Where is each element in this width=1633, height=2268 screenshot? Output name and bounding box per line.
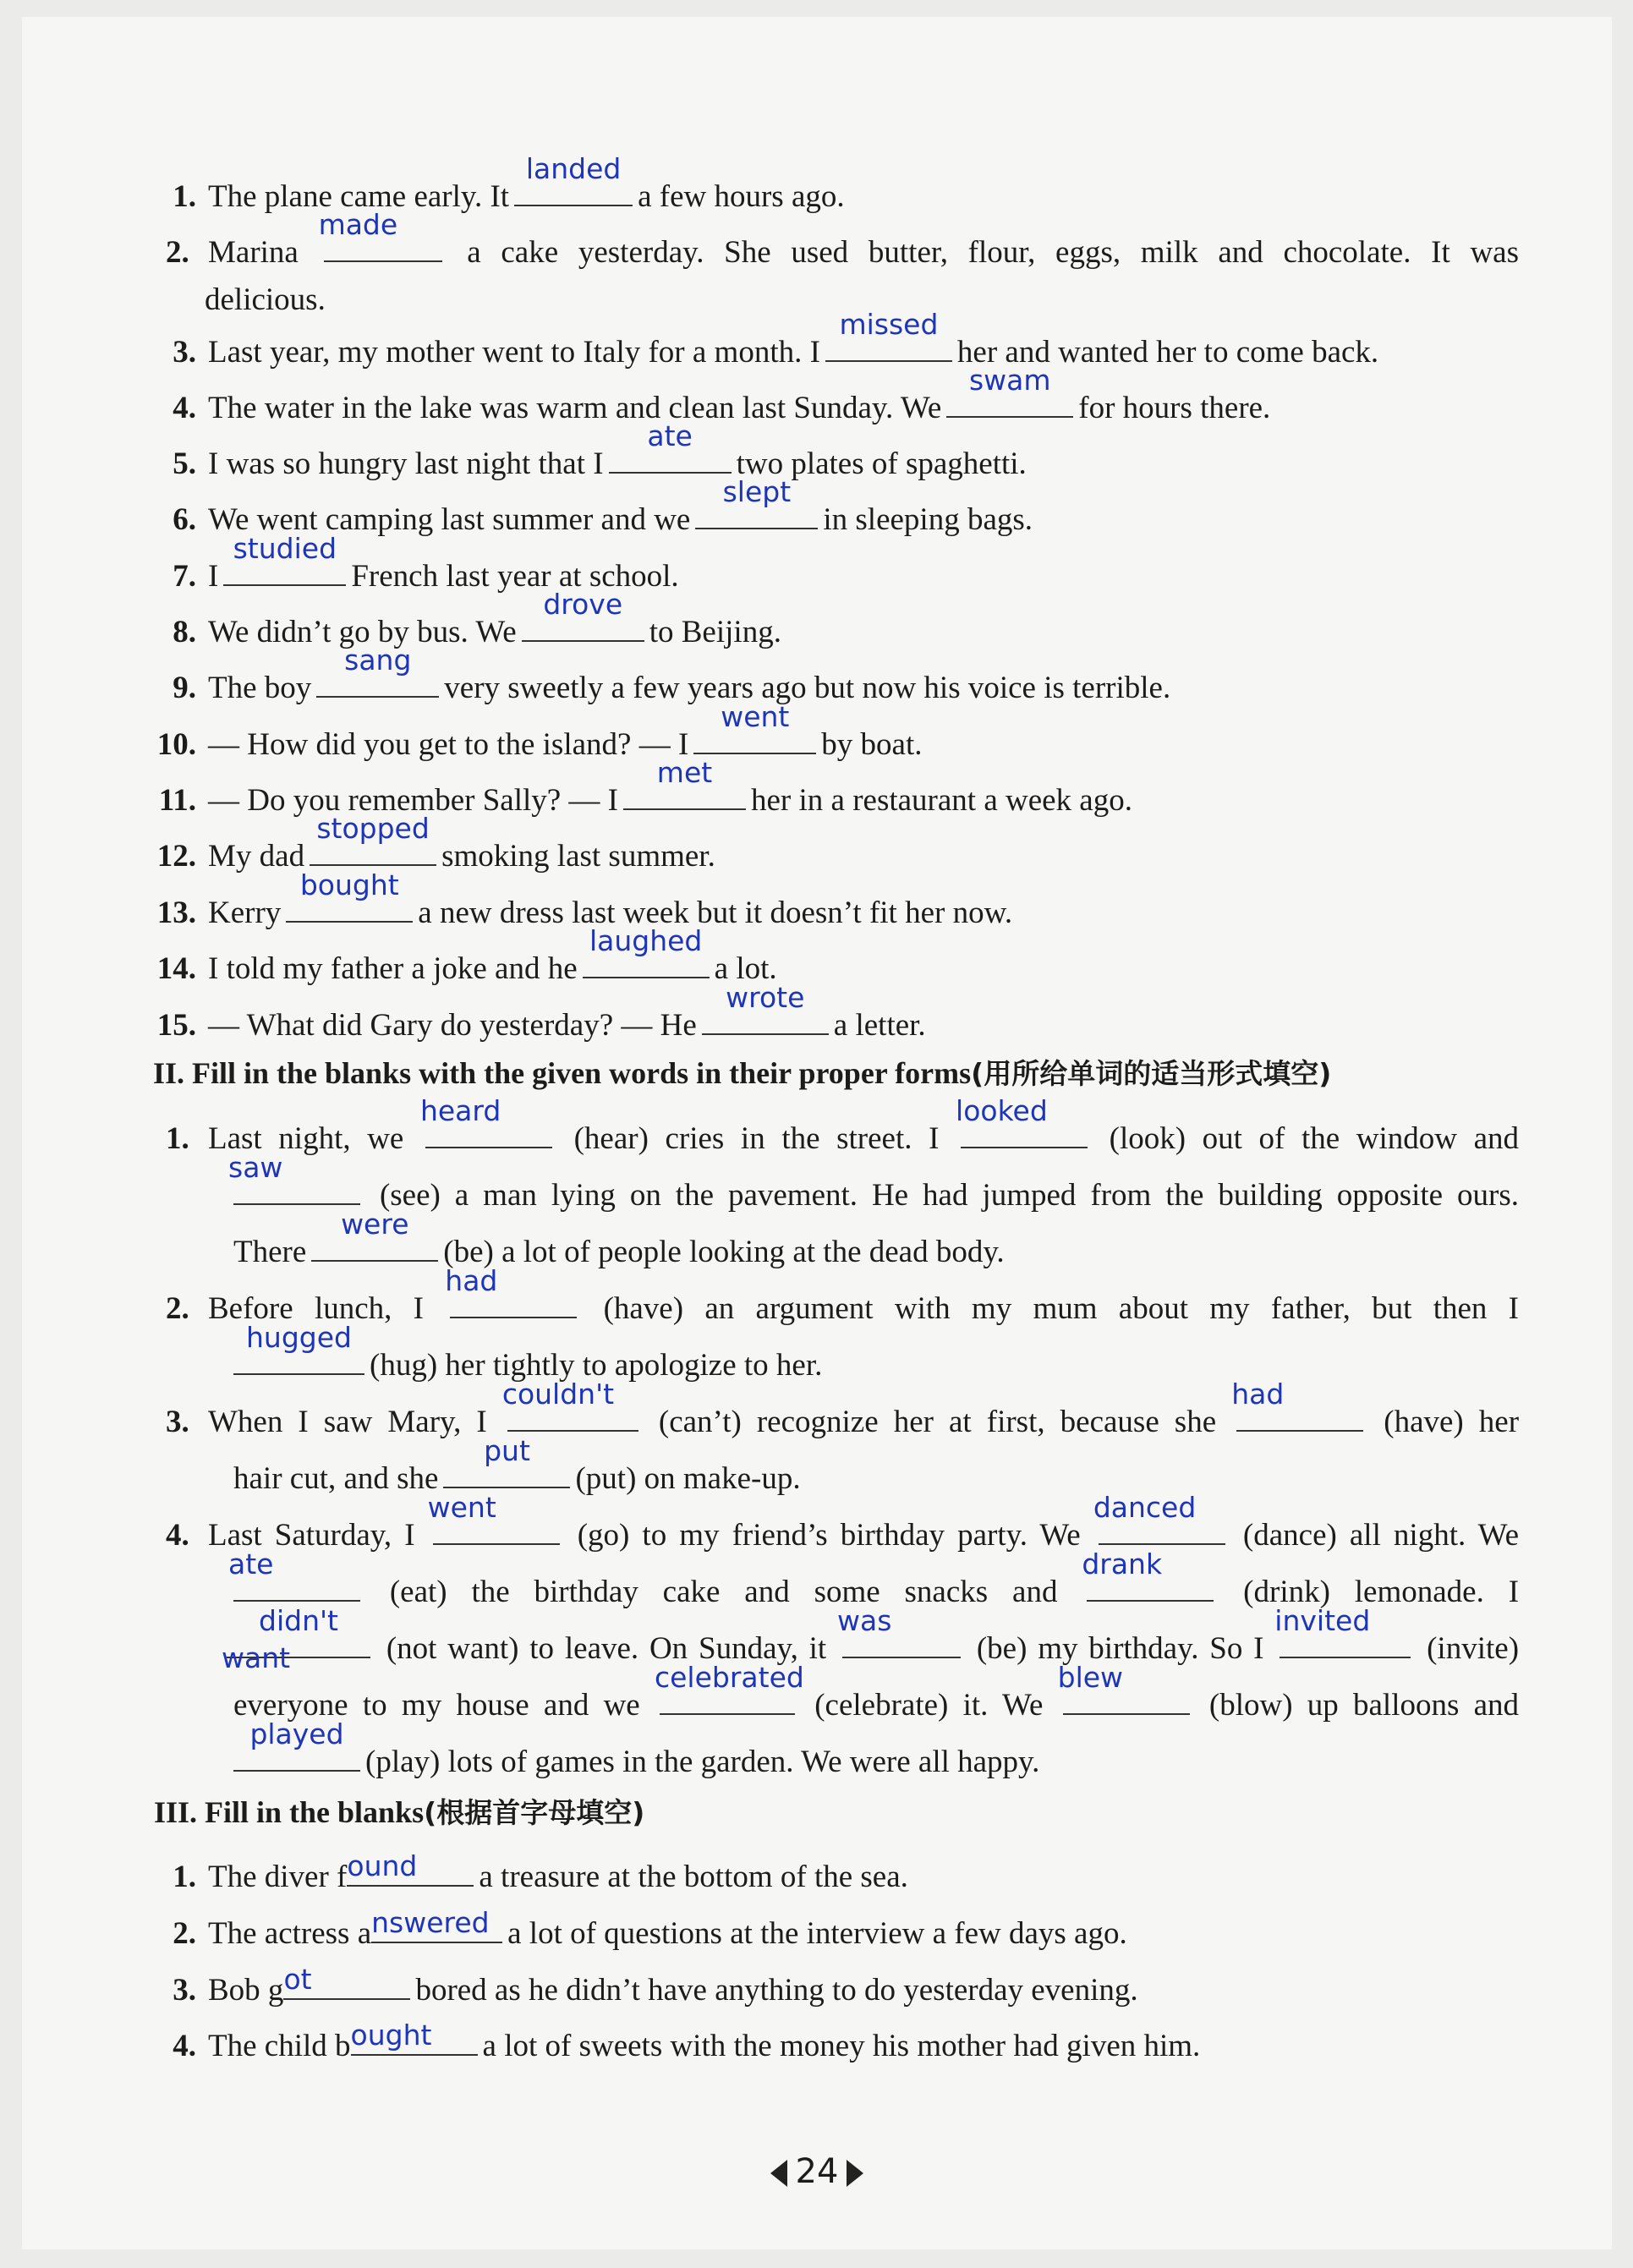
answer-text: played (249, 1717, 344, 1750)
item-text: When I saw Mary, I (208, 1405, 487, 1439)
item-number: 8. (173, 615, 196, 649)
item-text: hair cut, and she (233, 1461, 439, 1496)
item-number: 2. (173, 1916, 196, 1951)
answer-blank (419, 1094, 552, 1148)
answer-text: landed (525, 152, 622, 185)
answer-text: made (318, 208, 398, 241)
answer-text: couldn't (501, 1378, 615, 1411)
section-3-heading (154, 1791, 644, 1834)
item-text: — Do you remember Sally? — I (208, 783, 618, 818)
answer-blank (837, 1604, 961, 1658)
answer-text: stopped (316, 812, 430, 845)
answer-blank (283, 1961, 410, 2000)
answer-blank (371, 1904, 502, 1943)
item-number: 4. (166, 1518, 189, 1553)
item-text: a treasure at the bottom of the sea. (479, 1860, 908, 1894)
s1-item-8 (166, 588, 781, 654)
item-text: (have) an argument with my mum about my father, but then I (603, 1291, 1519, 1326)
item-number: 13. (156, 896, 196, 930)
item-text: (blow) up balloons and (1208, 1688, 1520, 1723)
answer-blank (522, 588, 644, 642)
answer-blank (351, 2017, 478, 2056)
answer-text: drove (543, 588, 623, 621)
answer-blank (223, 532, 346, 586)
item-number: 7. (173, 559, 196, 594)
s3-item-3 (166, 1961, 1138, 2012)
s3-item-2 (166, 1904, 1127, 1955)
answer-text: bought (299, 868, 399, 901)
answer-blank (623, 756, 746, 810)
s1-item-10 (153, 700, 923, 766)
item-text: (hug) her tightly to apologize to her. (370, 1348, 823, 1383)
item-text: for hours there. (1078, 391, 1271, 425)
section-2-heading (153, 1052, 1331, 1095)
content (22, 17, 1612, 2249)
item-text: (can’t) recognize her at first, because she (658, 1405, 1217, 1439)
item-text: (dance) all night. We (1242, 1518, 1520, 1553)
item-text: — How did you get to the island? — I (208, 727, 689, 762)
page-footer (22, 2148, 1612, 2195)
answer-blank (501, 1378, 638, 1432)
answer-blank (347, 1848, 474, 1887)
item-text: The actress a (208, 1916, 372, 1951)
answer-blank (609, 419, 732, 474)
s1-item-5 (166, 419, 1027, 485)
answer-text: missed (839, 308, 939, 341)
item-text: in sleeping bags. (823, 502, 1033, 537)
item-text: The plane came early. It (208, 179, 510, 214)
item-text: (not want) to leave. On Sunday, it (386, 1631, 827, 1666)
answer-text: danced (1093, 1491, 1197, 1524)
answer-text: wrote (726, 981, 805, 1014)
item-number: 1. (173, 179, 196, 214)
item-text: Last Saturday, I (208, 1518, 415, 1553)
item-text: a few hours ago. (638, 179, 845, 214)
item-text: Last night, we (208, 1121, 404, 1156)
answer-blank (583, 924, 710, 978)
item-text: (be) a lot of people looking at the dead body. (443, 1235, 1005, 1269)
item-number: 3. (173, 1973, 196, 2008)
item-text: Before lunch, I (208, 1291, 424, 1326)
answer-blank (228, 1151, 360, 1205)
item-number: 2. (166, 1291, 189, 1326)
item-text: (eat) the birthday cake and some snacks and (389, 1575, 1058, 1609)
answer-text: studied (233, 532, 337, 565)
s2-q3-line1 (166, 1378, 1520, 1444)
item-number: 3. (166, 1405, 189, 1439)
s1-item-15 (153, 981, 926, 1047)
item-text: (play) lots of games in the garden. We were all happy. (365, 1745, 1040, 1779)
answer-blank (222, 1604, 370, 1674)
item-number: 1. (166, 1121, 189, 1156)
item-text: The diver f (208, 1860, 348, 1894)
item-number: 9. (173, 671, 196, 705)
answer-text: saw (228, 1151, 283, 1184)
item-text: My dad (208, 839, 305, 874)
answer-text: ot (283, 1963, 312, 1996)
s2-q1-line3 (233, 1208, 1005, 1274)
s1-item-2 (166, 208, 1519, 274)
answer-text: hugged (246, 1321, 352, 1354)
s2-q4-line4 (233, 1661, 1520, 1727)
prev-page-arrow-icon[interactable] (770, 2160, 787, 2187)
item-text: a lot of questions at the interview a few days ago. (507, 1916, 1127, 1951)
s1-item-12 (153, 812, 715, 878)
answer-text: swam (968, 364, 1051, 397)
next-page-arrow-icon[interactable] (847, 2160, 863, 2187)
item-text: There (233, 1235, 307, 1269)
answer-text: met (656, 756, 713, 789)
s1-item-14 (153, 924, 777, 990)
answer-blank (1231, 1378, 1363, 1432)
heading-cn-text: (用所给单词的适当形式填空) (971, 1057, 1332, 1090)
item-text: bored as he didn’t have anything to do yesterday evening. (415, 1973, 1138, 2008)
s3-item-1 (166, 1848, 908, 1898)
item-text: delicious. (205, 282, 326, 317)
item-text: (celebrate) it. We (814, 1688, 1044, 1723)
answer-text: sang (344, 644, 412, 677)
heading-text: II. Fill in the blanks with the given words in their proper forms (153, 1056, 972, 1090)
item-text: (drink) lemonade. I (1243, 1575, 1520, 1609)
answer-blank (443, 1434, 570, 1488)
item-text: I was so hungry last night that I (208, 446, 604, 481)
answer-text: looked (956, 1094, 1048, 1127)
item-text: Bob g (208, 1973, 284, 2008)
item-text: The water in the lake was warm and clean last Sunday. We (208, 391, 942, 425)
answer-text: ound (347, 1849, 418, 1882)
answer-blank (311, 1208, 438, 1262)
item-text: (have) her (1384, 1405, 1520, 1439)
item-text: two plates of spaghetti. (736, 446, 1027, 481)
worksheet-page (22, 17, 1612, 2249)
item-text: (invite) (1427, 1631, 1520, 1666)
answer-text: heard (419, 1094, 501, 1127)
item-text: a lot. (714, 951, 777, 986)
item-text: The child b (208, 2029, 351, 2063)
answer-blank (1082, 1548, 1214, 1602)
answer-text: invited (1274, 1604, 1371, 1637)
heading-text: III. Fill in the blanks (154, 1795, 425, 1829)
item-number: 1. (173, 1860, 196, 1894)
s1-item-1 (166, 152, 845, 218)
item-text: The boy (208, 671, 312, 705)
item-text: smoking last summer. (441, 839, 715, 874)
item-text: Kerry (208, 896, 282, 930)
answer-blank (318, 208, 442, 262)
s2-q4-line5 (233, 1717, 1040, 1783)
answer-text: blew (1057, 1661, 1124, 1694)
item-number: 11. (158, 783, 196, 818)
item-text: a cake yesterday. She used butter, flour, eggs, milk and chocolate. It was (467, 235, 1519, 270)
answer-text: had (1231, 1378, 1285, 1411)
item-text: French last year at school. (351, 559, 679, 594)
s1-item-11 (153, 756, 1132, 822)
answer-text: celebrated (654, 1661, 804, 1694)
item-text: We didn’t go by bus. We (208, 615, 517, 649)
s1-item-9 (166, 644, 1171, 709)
item-number: 5. (173, 446, 196, 481)
answer-text: went (427, 1491, 496, 1524)
item-text: to Beijing. (649, 615, 781, 649)
answer-blank (956, 1094, 1088, 1148)
item-text: a lot of sweets with the money his mother had given him. (482, 2029, 1201, 2063)
answer-text: slept (722, 475, 792, 508)
answer-text: laughed (589, 924, 703, 957)
page-number: 24 (795, 2152, 839, 2191)
item-text: We went camping last summer and we (208, 502, 691, 537)
answer-blank (233, 1717, 360, 1772)
item-text: (look) out of the window and (1109, 1121, 1520, 1156)
item-number: 15. (156, 1008, 196, 1043)
item-number: 3. (173, 335, 196, 370)
item-text: a letter. (833, 1008, 926, 1043)
answer-text: ate (647, 419, 693, 452)
item-text: (see) a man lying on the pavement. He had jumped from the building opposite ours. (379, 1178, 1519, 1213)
answer-blank (286, 868, 413, 923)
item-text: (go) to my friend’s birthday party. We (577, 1518, 1081, 1553)
answer-blank (310, 812, 436, 866)
item-number: 6. (173, 502, 196, 537)
answer-blank (693, 700, 816, 754)
answer-blank (654, 1661, 804, 1715)
answer-text: were (341, 1208, 409, 1241)
answer-text: nswered (371, 1906, 490, 1939)
item-number: 10. (156, 727, 196, 762)
item-text: her and wanted her to come back. (956, 335, 1379, 370)
answer-blank (1057, 1661, 1190, 1715)
answer-blank (946, 364, 1073, 418)
answer-text: didn't want (222, 1604, 338, 1674)
s1-item-3 (166, 308, 1379, 374)
item-text: (be) my birthday. So I (976, 1631, 1264, 1666)
answer-blank (825, 308, 952, 362)
answer-blank (445, 1264, 577, 1318)
answer-blank (695, 475, 818, 529)
answer-text: drank (1082, 1548, 1163, 1580)
item-text: a new dress last week but it doesn’t fit her now. (418, 896, 1013, 930)
item-text: I (208, 559, 219, 594)
s3-item-4 (166, 2017, 1200, 2068)
item-number: 2. (166, 235, 189, 270)
answer-blank (1093, 1491, 1225, 1545)
item-text: very sweetly a few years ago but now his voice is terrible. (444, 671, 1171, 705)
item-text: — What did Gary do yesterday? — He (208, 1008, 697, 1043)
answer-text: ate (228, 1548, 274, 1580)
item-text: by boat. (821, 727, 923, 762)
answer-text: had (445, 1264, 498, 1297)
answer-blank (427, 1491, 560, 1545)
answer-text: ought (350, 2019, 432, 2052)
heading-cn-text: (根据首字母填空) (424, 1796, 645, 1829)
item-text: Marina (208, 235, 299, 270)
s2-q4-line1 (166, 1491, 1520, 1557)
s1-item-2-continued (205, 279, 326, 321)
answer-blank (1274, 1604, 1411, 1658)
item-text: her in a restaurant a week ago. (751, 783, 1132, 818)
answer-text: put (484, 1434, 530, 1467)
answer-blank (228, 1548, 360, 1602)
item-number: 4. (173, 391, 196, 425)
item-text: I told my father a joke and he (208, 951, 578, 986)
answer-text: went (721, 700, 790, 733)
item-text: (hear) cries in the street. I (573, 1121, 940, 1156)
item-number: 12. (156, 839, 196, 874)
item-text: Last year, my mother went to Italy for a month. I (208, 335, 820, 370)
item-number: 14. (156, 951, 196, 986)
answer-blank (316, 644, 439, 698)
answer-blank (514, 152, 633, 206)
item-text: (put) on make-up. (575, 1461, 801, 1496)
s2-q1-line1 (166, 1094, 1520, 1160)
answer-blank (702, 981, 829, 1035)
answer-text: was (837, 1604, 892, 1637)
s2-q4-line3 (222, 1604, 1520, 1674)
item-number: 4. (173, 2029, 196, 2063)
answer-blank (233, 1321, 364, 1375)
item-text: everyone to my house and we (233, 1688, 640, 1723)
